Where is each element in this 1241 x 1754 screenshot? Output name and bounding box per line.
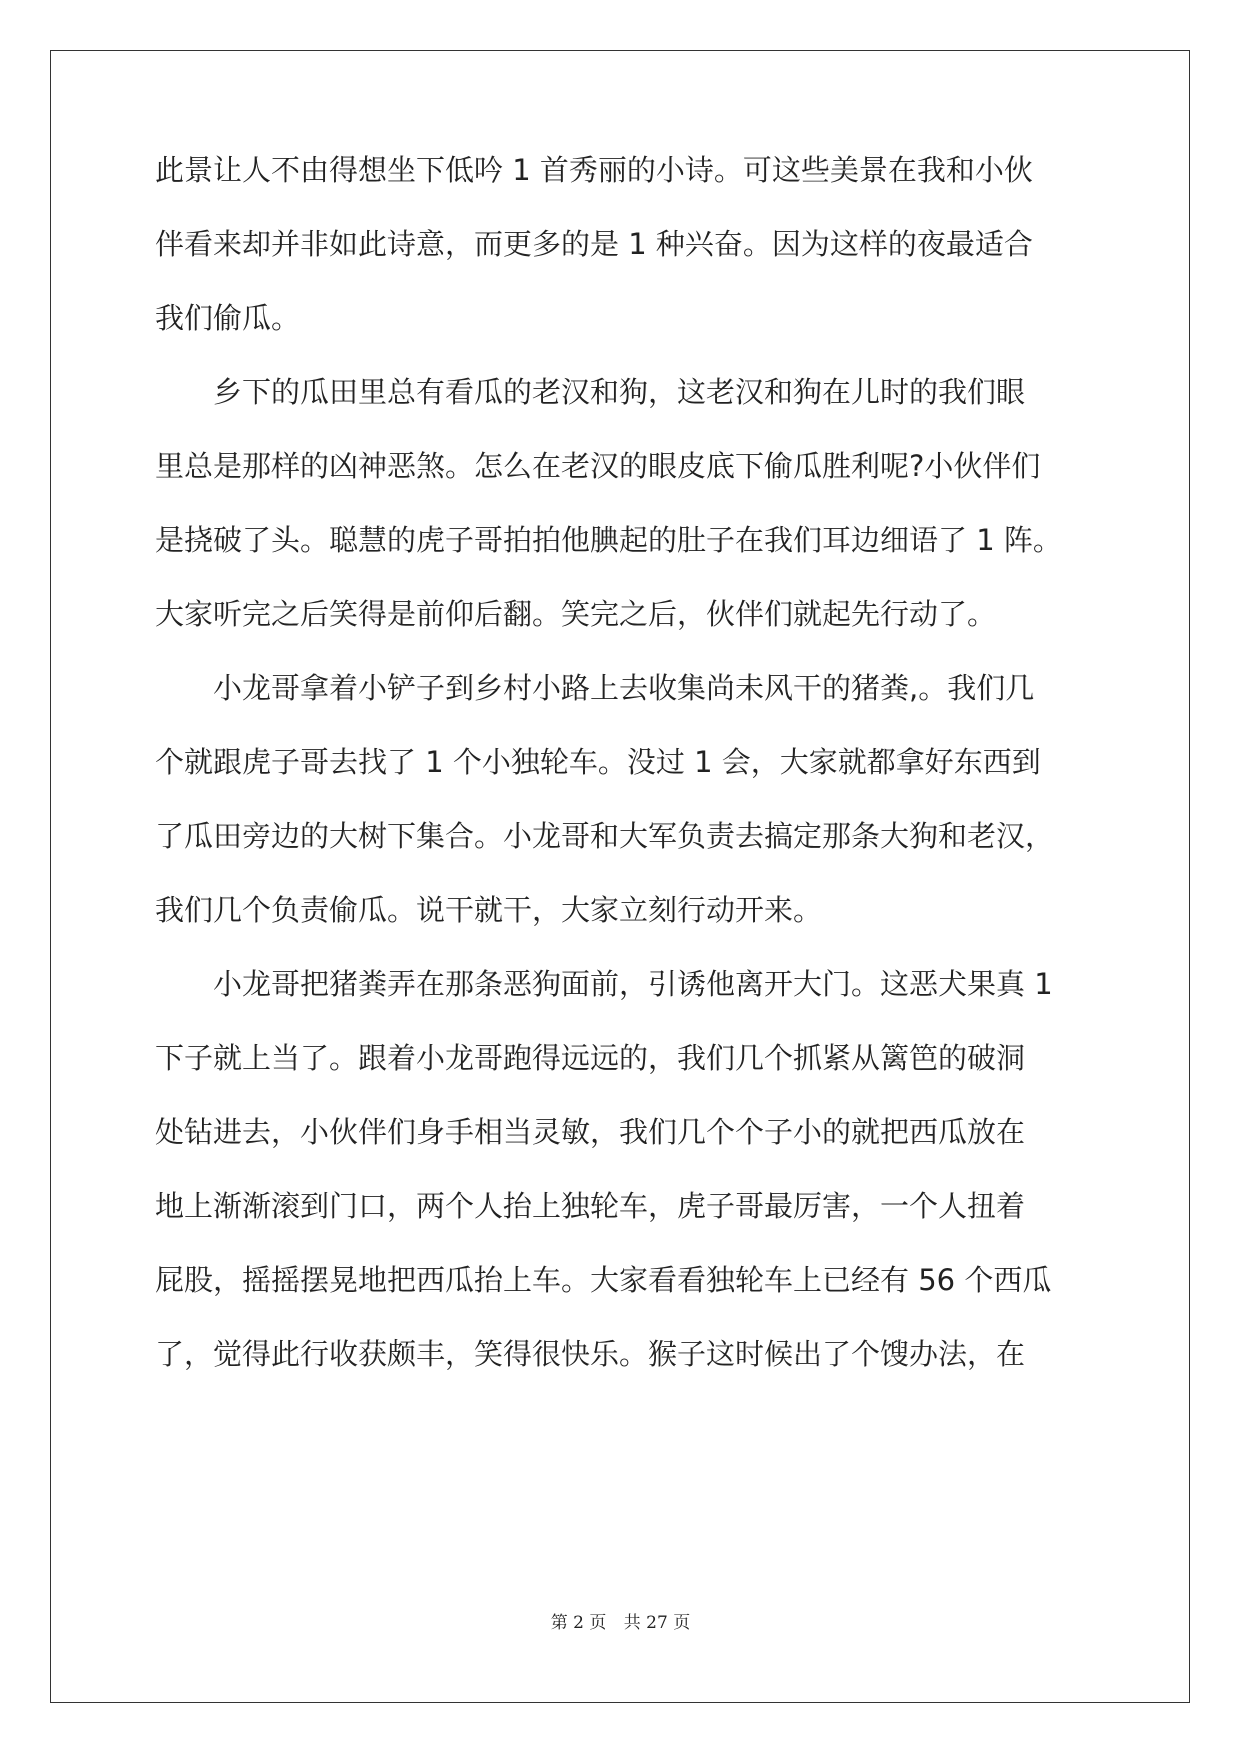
text-line-11: 我们几个负责偷瓜。说干就干，大家立刻行动开来。 [155,893,823,927]
text-line-7: 大家听完之后笑得是前仰后翻。笑完之后，伙伴们就起先行动了。 [155,597,997,631]
text-line-14: 处钻进去，小伙伴们身手相当灵敏，我们几个个子小的就把西瓜放在 [155,1115,1026,1149]
text-line-15: 地上渐渐滚到门口，两个人抬上独轮车，虎子哥最厉害，一个人扭着 [155,1189,1026,1223]
text-line-10: 了瓜田旁边的大树下集合。小龙哥和大军负责去搞定那条大狗和老汉， [155,819,1055,853]
text-line-2: 伴看来却并非如此诗意，而更多的是 1 种兴奋。因为这样的夜最适合 [155,227,1033,261]
page-total: 共 27 页 [623,1613,691,1633]
page-footer [0,1612,1241,1634]
text-line-8: 小龙哥拿着小铲子到乡村小路上去收集尚未风干的猪粪,。我们几 [155,671,1035,705]
text-line-4: 乡下的瓜田里总有看瓜的老汉和狗，这老汉和狗在儿时的我们眼 [155,375,1026,409]
text-line-17: 了，觉得此行收获颇丰，笑得很快乐。猴子这时候出了个馊办法，在 [155,1337,1026,1371]
page-number: 第 2 页 [550,1613,607,1633]
text-line-12: 小龙哥把猪粪弄在那条恶狗面前，引诱他离开大门。这恶犬果真 1 [155,967,1053,1001]
text-line-6: 是挠破了头。聪慧的虎子哥拍拍他腆起的肚子在我们耳边细语了 1 阵。 [155,523,1062,557]
text-line-9: 个就跟虎子哥去找了 1 个小独轮车。没过 1 会，大家就都拿好东西到 [155,745,1041,779]
text-line-1: 此景让人不由得想坐下低吟 1 首秀丽的小诗。可这些美景在我和小伙 [155,153,1033,187]
text-line-13: 下子就上当了。跟着小龙哥跑得远远的，我们几个抓紧从篱笆的破洞 [155,1041,1026,1075]
text-line-5: 里总是那样的凶神恶煞。怎么在老汉的眼皮底下偷瓜胜利呢?小伙伴们 [155,449,1041,483]
text-line-3: 我们偷瓜。 [155,301,301,335]
text-line-16: 屁股，摇摇摆晃地把西瓜抬上车。大家看看独轮车上已经有 56 个西瓜 [155,1263,1052,1297]
